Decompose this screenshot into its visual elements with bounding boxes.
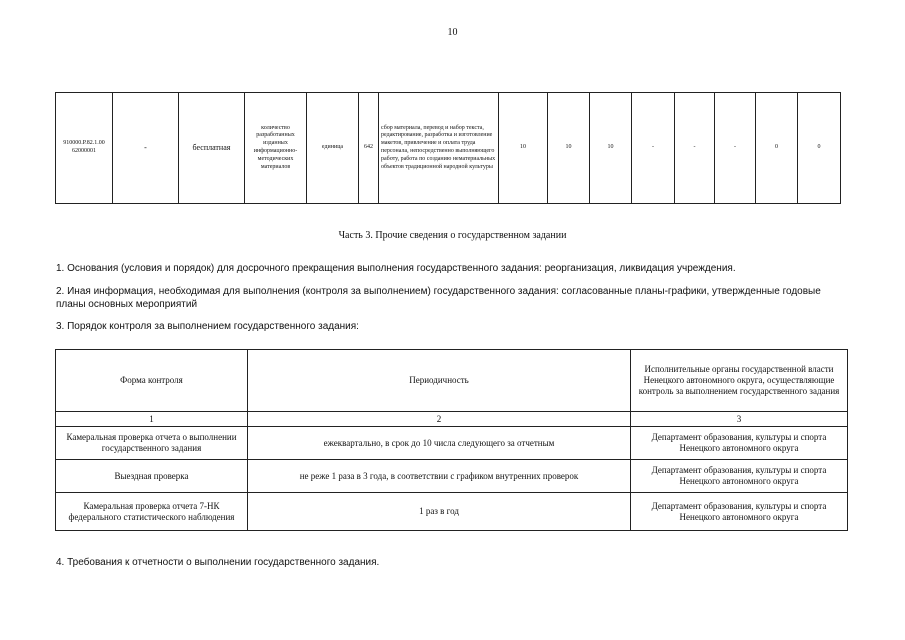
- table-cell: Департамент образования, культуры и спорта Ненецкого автономного округа: [631, 427, 848, 460]
- number-cell: 3: [631, 412, 848, 427]
- table-cell: Камеральная проверка отчета 7-НК федерального статистического наблюдения: [56, 493, 248, 531]
- header-cell: Форма контроля: [56, 350, 248, 412]
- table-cell: 10: [590, 93, 632, 204]
- table-cell: не реже 1 раза в 3 года, в соответствии с графиком внутренних проверок: [248, 460, 631, 493]
- number-cell: 1: [56, 412, 248, 427]
- header-cell: Исполнительные органы государственной власти Ненецкого автономного округа, осуществляющие контроль за выполнением государственного задания: [631, 350, 848, 412]
- table-row: [56, 427, 848, 460]
- table-row: [56, 460, 848, 493]
- table-header-row: [56, 350, 848, 412]
- control-table: [55, 349, 848, 531]
- header-cell: Периодичность: [248, 350, 631, 412]
- part3-title: Часть 3. Прочие сведения о государственном задании: [338, 230, 567, 241]
- paragraph-4: 4. Требования к отчетности о выполнении государственного задания.: [56, 557, 380, 568]
- table-cell: единица: [307, 93, 359, 204]
- table-cell: 1 раз в год: [248, 493, 631, 531]
- table-cell: -: [715, 93, 756, 204]
- page-number: 10: [447, 27, 458, 38]
- table-cell: 10: [548, 93, 590, 204]
- number-cell: 2: [248, 412, 631, 427]
- paragraph-3: 3. Порядок контроля за выполнением государственного задания:: [56, 321, 359, 332]
- table-cell: Камеральная проверка отчета о выполнении государственного задания: [56, 427, 248, 460]
- table-row: [56, 93, 841, 204]
- table-row: [56, 493, 848, 531]
- indicator-table: [55, 92, 841, 204]
- table-cell: -: [632, 93, 675, 204]
- table-cell: 0: [798, 93, 841, 204]
- table-cell: сбор материала, перевод и набор текста, редактирование, разработка и изготовление макетов, привлечение и оплата труда персонала, непосредственно выполняющего работу, работа по созданию нематериальных объектов традиционной народной культуры: [379, 93, 499, 204]
- table-cell: Департамент образования, культуры и спорта Ненецкого автономного округа: [631, 460, 848, 493]
- table-cell: ежеквартально, в срок до 10 числа следующего за отчетным: [248, 427, 631, 460]
- table-cell: 910000.Р.82.1.00 62000001: [56, 93, 113, 204]
- paragraph-2: 2. Иная информация, необходимая для выполнения (контроля за выполнением) государственного задания: согласованные планы-графики, утвержденные годовые планы основных мероприятий: [56, 286, 821, 310]
- table-cell: -: [113, 93, 179, 204]
- table-number-row: [56, 412, 848, 427]
- table-cell: Департамент образования, культуры и спорта Ненецкого автономного округа: [631, 493, 848, 531]
- table-cell: 10: [499, 93, 548, 204]
- table-cell: бесплатная: [179, 93, 245, 204]
- table-cell: количество разработанных изданных информационно-методических материалов: [245, 93, 307, 204]
- table-cell: -: [675, 93, 715, 204]
- table-cell: 0: [756, 93, 798, 204]
- table-cell: 642: [359, 93, 379, 204]
- paragraph-1: 1. Основания (условия и порядок) для досрочного прекращения выполнения государственного задания: реорганизация, ликвидация учреждения.: [56, 263, 736, 274]
- table-cell: Выездная проверка: [56, 460, 248, 493]
